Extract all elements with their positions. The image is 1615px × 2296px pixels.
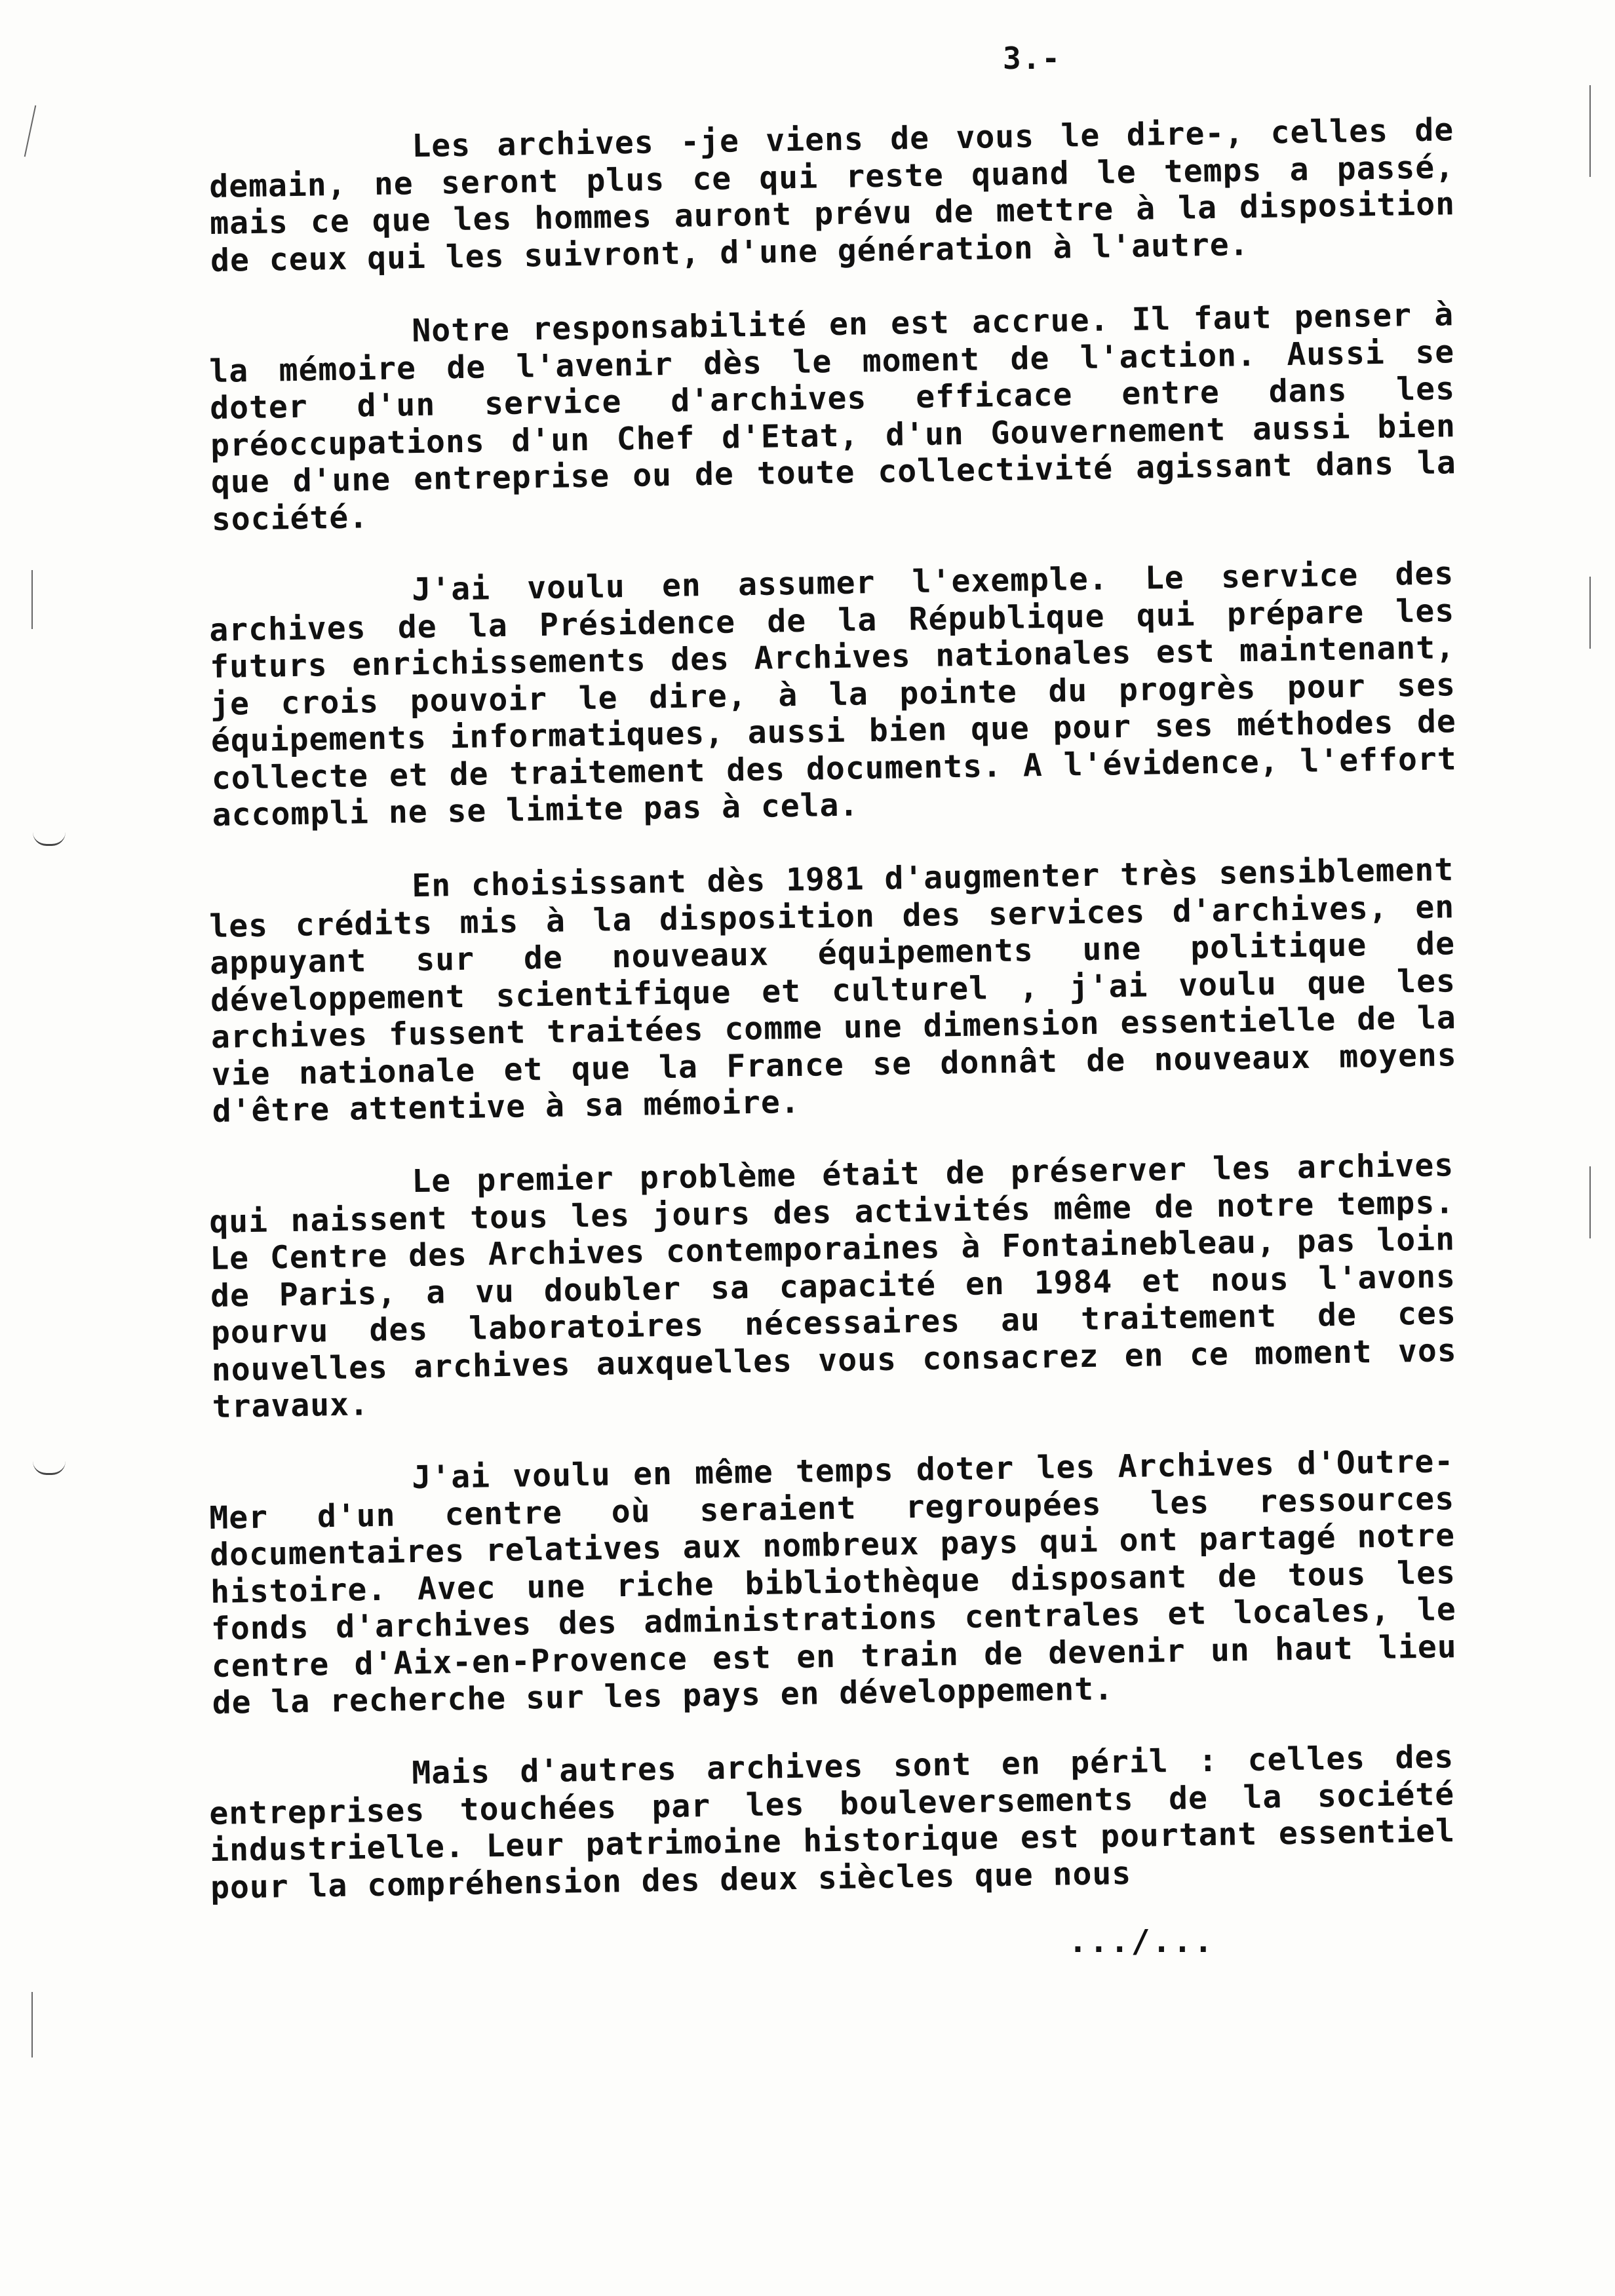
scan-mark-left-middle: [31, 570, 33, 629]
paragraph-1: Les archives -je viens de vous le dire-, celles de demain, ne seront plus ce qui reste quand le temps a passé, mais ce que les hommes auront prévu de mettre à la disposition de ceux qui les suivront, d'une génération à l'autre.: [208, 111, 1456, 279]
continuation-marker: .../...: [1068, 1923, 1215, 1960]
binder-hole-mark-lower: [33, 1461, 66, 1475]
paragraph-2: Notre responsabilité en est accrue. Il faut penser à la mémoire de l'avenir dès le moment de l'action. Aussi se doter d'un service d'archives efficace entre dans les préoccupations d'un Chef d'Etat, d'un Gouvernement aussi bien que d'une entreprise ou de toute collectivité agissant dans la société.: [208, 296, 1457, 538]
paragraph-5: Le premier problème était de préserver les archives qui naissent tous les jours des activités même de notre temps. Le Centre des Archives contemporaines à Fontainebleau, pas loin de Paris, a vu doubler sa capacité en 1984 et nous l'avons pourvu des laboratoires nécessaires au traitement de ces nouvelles archives auxquelles vous consacrez en ce moment vos travaux.: [208, 1147, 1458, 1425]
paragraph-4: En choisissant dès 1981 d'augmenter très sensiblement les crédits mis à la disposition des services d'archives, en appuyant sur de nouveaux équipements une politique de développement scientifique et culturel , j'ai voulu que les archives fussent traitées comme une dimension essentielle de la vie nationale et que la France se donnât de nouveaux moyens d'être attentive à sa mémoire.: [208, 851, 1458, 1130]
scan-mark-right-middle: [1589, 577, 1591, 649]
scan-mark-right-lower: [1589, 1166, 1591, 1238]
scan-mark-left-bottom: [31, 1992, 33, 2057]
letter-body: [208, 111, 1458, 1943]
paragraph-7: Mais d'autres archives sont en péril : celles des entreprises touchées par les bouleversements de la société industrielle. Leur patrimoine historique est pourtant essentiel pour la compréhension des deux siècles que nous: [208, 1738, 1456, 1906]
paragraph-6: J'ai voulu en même temps doter les Archives d'Outre-Mer d'un centre où seraient regroupées les ressources documentaires relatives aux nombreux pays qui ont partagé notre histoire. Avec une riche bibliothèque disposant de tous les fonds d'archives des administrations centrales et locales, le centre d'Aix-en-Provence est en train de devenir un haut lieu de la recherche sur les pays en développement.: [208, 1442, 1458, 1721]
binder-hole-mark-upper: [33, 832, 66, 846]
paragraph-3: J'ai voulu en assumer l'exemple. Le service des archives de la Présidence de la République qui prépare les futurs enrichissements des Archives nationales est maintenant, je crois pouvoir le dire, à la pointe du progrès pour ses équipements informatiques, aussi bien que pour ses méthodes de collecte et de traitement des documents. A l'évidence, l'effort accompli ne se limite pas à cela.: [208, 555, 1458, 833]
scan-mark-right-top: [1589, 85, 1591, 177]
page-number: 3.-: [1003, 41, 1062, 76]
scan-mark-left-top: [24, 105, 37, 157]
